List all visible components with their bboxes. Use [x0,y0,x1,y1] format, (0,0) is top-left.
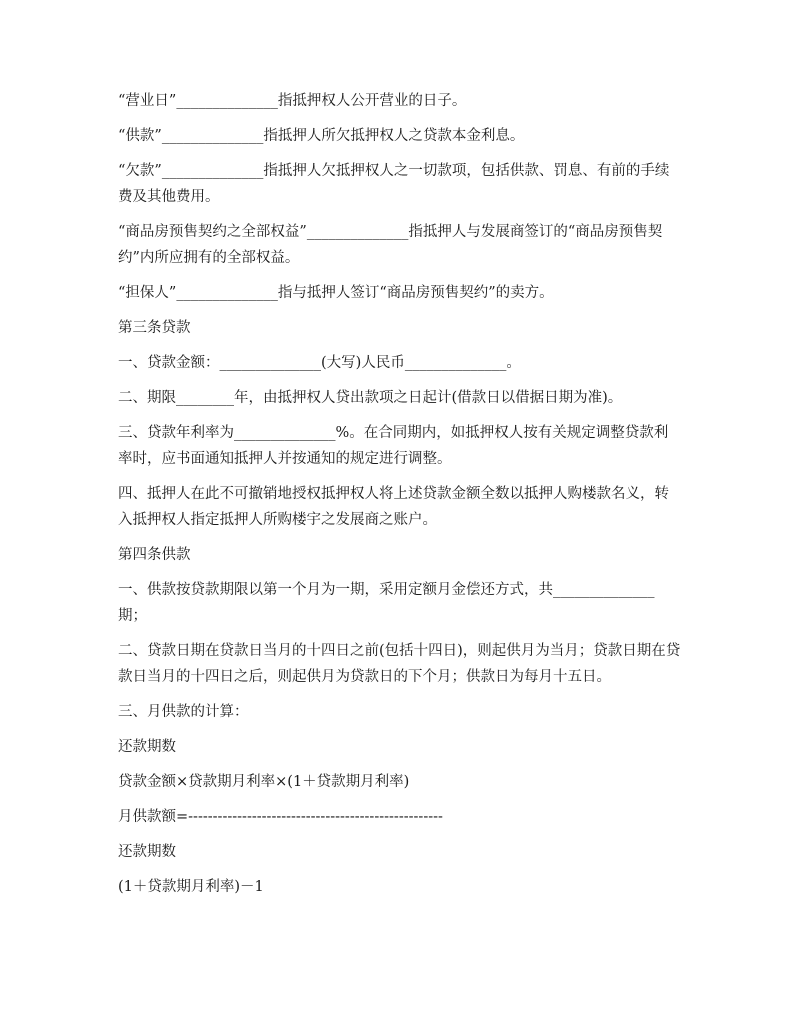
document-page [118,88,682,909]
loan-amount-clause: 一、贷款金额：______________(大写)人民币______________。 [118,355,521,371]
monthly-payment-heading: 三、月供款的计算： [118,704,249,720]
loan-rate-clause: 三、贷款年利率为______________%。在合同期内，如抵押权人按有关规定调整贷款利率时，应书面通知抵押人并按通知的规定进行调整。 [118,425,669,467]
loan-term-clause: 二、期限________年，由抵押权人贷出款项之日起计(借款日以借据日期为准)。 [118,390,623,406]
formula-exponent-bottom: 还款期数 [118,844,176,860]
article-4-heading: 第四条供款 [118,547,191,563]
formula-main-line: 月供款额=---------------------------------------------------- [118,809,443,825]
article-3-heading: 第三条贷款 [118,320,191,336]
definition-business-day: “营业日”______________指抵押权人公开营业的日子。 [118,93,467,109]
definition-payment: “供款”______________指抵押人所欠抵押权人之贷款本金利息。 [118,128,525,144]
formula-exponent-top: 还款期数 [118,739,176,755]
definition-guarantor: “担保人”______________指与抵押人签订“商品房预售契约”的卖方。 [118,285,554,301]
formula-denominator: (1＋贷款期月利率)－1 [118,879,264,895]
definition-presale-rights: “商品房预售契约之全部权益”______________指抵押人与发展商签订的“商品房预售契约”内所应拥有的全部权益。 [118,224,663,266]
installment-clause: 一、供款按贷款期限以第一个月为一期，采用定额月金偿还方式，共______________期； [118,582,655,624]
definition-arrears: “欠款”______________指抵押人欠抵押权人之一切款项，包括供款、罚息、有前的手续费及其他费用。 [118,163,670,205]
formula-numerator: 贷款金额×贷款期月利率×(1＋贷款期月利率) [118,774,410,790]
payment-date-clause: 二、贷款日期在贷款日当月的十四日之前(包括十四日)，则起供月为当月；贷款日期在贷款日当月的十四日之后，则起供月为贷款日的下个月；供款日为每月十五日。 [118,643,681,685]
loan-transfer-clause: 四、抵押人在此不可撤销地授权抵押权人将上述贷款金额全数以抵押人购楼款名义，转入抵押权人指定抵押人所购楼宇之发展商之账户。 [118,486,669,528]
